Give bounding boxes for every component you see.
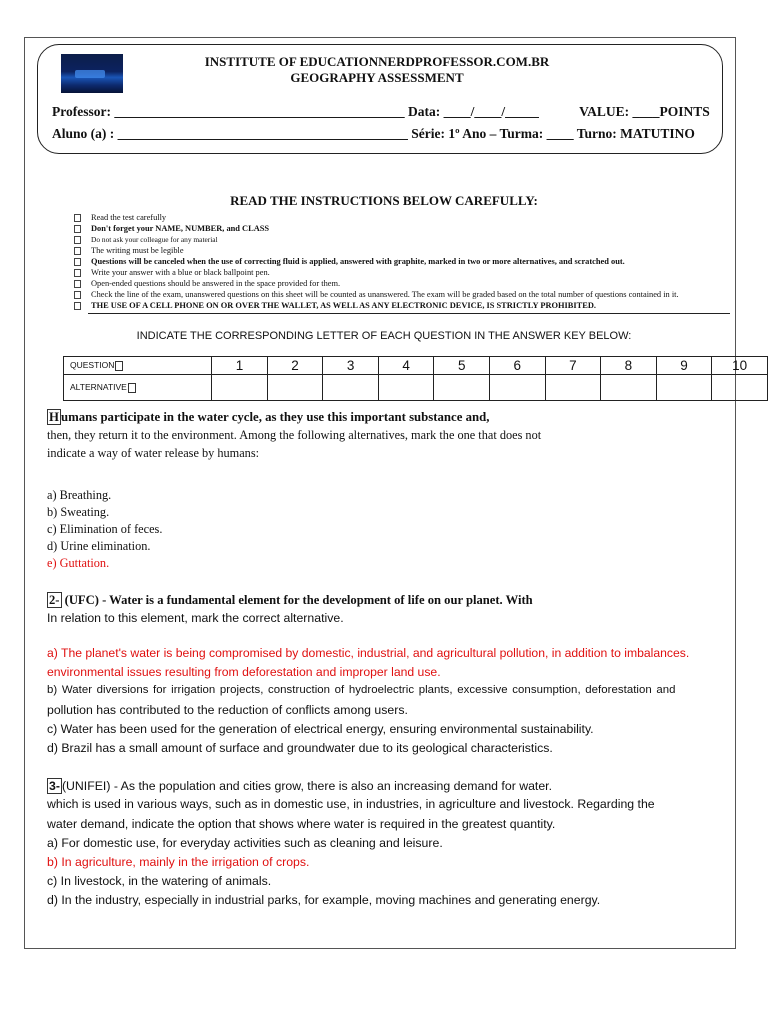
q1-marker: H [49, 410, 59, 424]
q2-statement: 2- (UFC) - Water is a fundamental element for the development of life on our planet. With [49, 593, 533, 607]
question-number: 9 [656, 357, 712, 375]
professor-line: Professor: ___________________________________________ Data: ____/____/_____ VALUE: ____POINTS [52, 104, 710, 119]
checkbox-icon [74, 258, 81, 266]
answer-cell[interactable] [267, 375, 323, 401]
q1-option-c: c) Elimination of feces. [47, 522, 163, 536]
q2-option-b-line2: pollution has contributed to the reduction of conflicts among users. [47, 703, 408, 717]
q3-statement: 3- (UNIFEI) - As the population and cities grow, there is also an increasing demand for water. [49, 779, 553, 793]
q3-statement-line2: which is used in various ways, such as in domestic use, in industries, in agriculture and livestock. Regarding the [47, 797, 655, 811]
answer-cell[interactable] [212, 375, 268, 401]
answer-key-table [63, 356, 768, 401]
checkbox-icon [74, 280, 81, 288]
alternative-row [64, 375, 768, 401]
alternative-label-cell: ALTERNATIVE [64, 375, 212, 401]
answer-cell[interactable] [545, 375, 601, 401]
q1-statement: H umans participate in the water cycle, as they use this important substance and, [49, 410, 490, 424]
q1-option-d: d) Urine elimination. [47, 539, 151, 553]
question-number: 7 [545, 357, 601, 375]
checkbox-icon [74, 291, 81, 299]
q3-option-c: c) In livestock, in the watering of animals. [47, 874, 272, 888]
answer-cell[interactable] [323, 375, 379, 401]
q2-option-a-line2: environmental issues resulting from deforestation and improper land use. [47, 665, 441, 679]
assessment-title: GEOGRAPHY ASSESSMENT [290, 70, 464, 85]
q1-option-b: b) Sweating. [47, 505, 110, 519]
q2-statement-line2: In relation to this element, mark the correct alternative. [47, 611, 344, 625]
q2-number: 2- [49, 593, 60, 607]
q2-option-b: b) Water diversions for irrigation projects, construction of hydroelectric plants, excessive consumption, deforestation and [47, 684, 676, 696]
checkbox-icon [115, 361, 123, 371]
student-line: Aluno (a) : ___________________________________________ Série: 1º Ano – Turma: ____ Turno: MATUTINO [52, 126, 695, 141]
institute-title: INSTITUTE OF EDUCATIONNERDPROFESSOR.COM.BR [204, 54, 550, 69]
question-row [64, 357, 768, 375]
answer-cell[interactable] [712, 375, 768, 401]
q1-option-e-answer: e) Guttation. [47, 556, 110, 570]
answer-cell[interactable] [434, 375, 490, 401]
instruction-item: Questions will be canceled when the use of correcting fluid is applied, answered with graphite, marked in two or more alternatives, and scratched out. [74, 256, 679, 267]
instruction-item: Check the line of the exam, unanswered questions on this sheet will be counted as unanswered. The exam will be graded based on the total number of questions contained in it. [74, 289, 679, 300]
q3-statement-line3: water demand, indicate the option that shows where water is required in the greatest quantity. [47, 817, 556, 831]
answer-cell[interactable] [378, 375, 434, 401]
instruction-item: Read the test carefully [74, 212, 679, 223]
question-number: 8 [601, 357, 657, 375]
checkbox-icon [128, 383, 136, 393]
instruction-item: THE USE OF A CELL PHONE ON OR OVER THE WALLET, AS WELL AS ANY ELECTRONIC DEVICE, IS STRICTLY PROHIBITED. [74, 300, 679, 311]
question-label-cell: QUESTION [64, 357, 212, 375]
checkbox-icon [74, 214, 81, 222]
instructions-title: READ THE INSTRUCTIONS BELOW CAREFULLY: [230, 193, 538, 208]
question-number: 3 [323, 357, 379, 375]
q1-statement-line2: then, they return it to the environment. Among the following alternatives, mark the one that does not [47, 428, 542, 442]
question-number: 1 [212, 357, 268, 375]
question-number: 6 [490, 357, 546, 375]
question-number: 5 [434, 357, 490, 375]
instruction-item: The writing must be legible [74, 245, 679, 256]
q2-option-d: d) Brazil has a small amount of surface and groundwater due to its geological characteristics. [47, 741, 553, 755]
instruction-item: Write your answer with a blue or black ballpoint pen. [74, 267, 679, 278]
q2-option-a-answer: a) The planet's water is being compromised by domestic, industrial, and agricultural pollution, in addition to imbalances. [47, 646, 690, 660]
school-logo [61, 54, 123, 93]
answer-cell[interactable] [656, 375, 712, 401]
instruction-item: Don't forget your NAME, NUMBER, and CLASS [74, 223, 679, 234]
q1-option-a: a) Breathing. [47, 488, 112, 502]
q3-option-d: d) In the industry, especially in industrial parks, for example, moving machines and generating energy. [47, 893, 601, 907]
q2-option-c: c) Water has been used for the generation of electrical energy, ensuring environmental sustainability. [47, 722, 594, 736]
checkbox-icon [74, 302, 81, 310]
instruction-item: Open-ended questions should be answered in the space provided for them. [74, 278, 679, 289]
q1-statement-line3: indicate a way of water release by humans: [47, 446, 260, 460]
q3-option-a: a) For domestic use, for everyday activities such as cleaning and leisure. [47, 836, 443, 850]
q3-number: 3- [49, 779, 60, 793]
answer-key-instruction: INDICATE THE CORRESPONDING LETTER OF EACH QUESTION IN THE ANSWER KEY BELOW: [136, 330, 632, 342]
answer-cell[interactable] [490, 375, 546, 401]
checkbox-icon [74, 247, 81, 255]
checkbox-icon [74, 236, 81, 244]
checkbox-icon [74, 269, 81, 277]
checkbox-icon [74, 225, 81, 233]
question-number: 10 [712, 357, 768, 375]
instruction-item: Do not ask your colleague for any material [74, 234, 679, 245]
answer-cell[interactable] [601, 375, 657, 401]
q3-option-b-answer: b) In agriculture, mainly in the irrigation of crops. [47, 855, 310, 869]
page-border [24, 37, 736, 949]
instructions-list [74, 212, 679, 311]
instructions-divider [88, 313, 730, 314]
question-number: 2 [267, 357, 323, 375]
question-number: 4 [378, 357, 434, 375]
